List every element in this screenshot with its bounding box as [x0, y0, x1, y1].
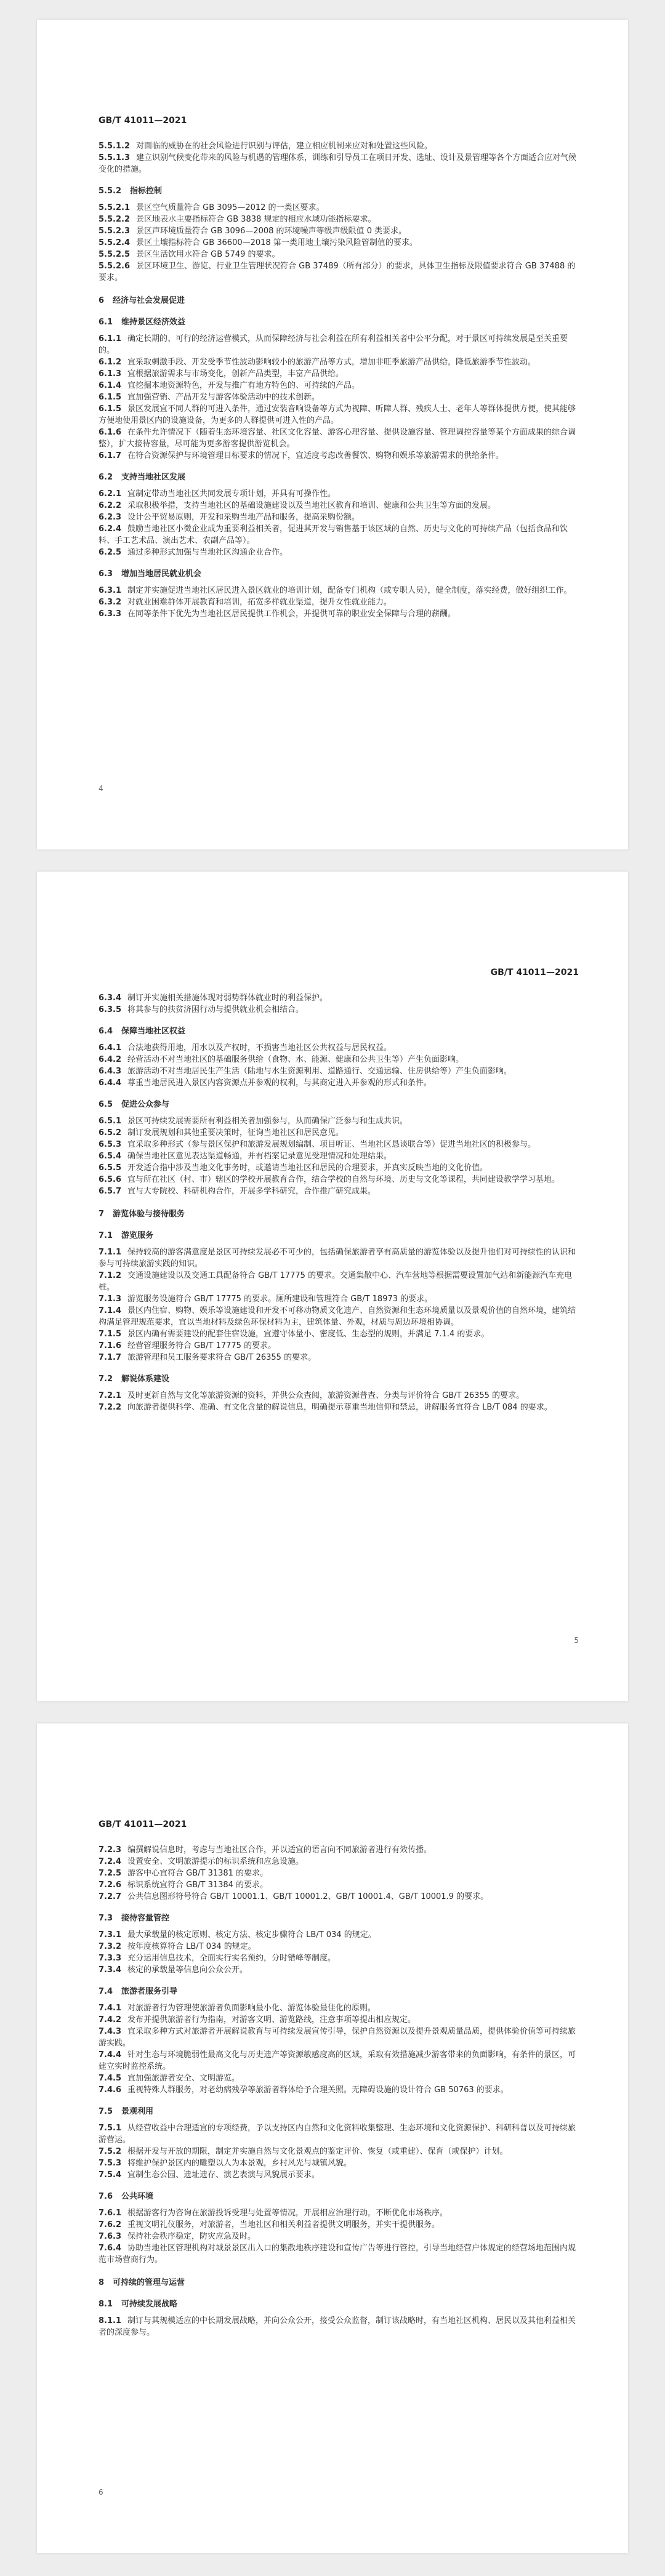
clause-number: 6.2.2 — [99, 501, 122, 510]
clause-text: 向旅游者提供科学、准确、有文化含量的解说信息，明确提示尊重当地信仰和禁忌，讲解服务宜符合 LB/T 084 的要求。 — [127, 1403, 552, 1412]
chapter-heading — [99, 2277, 579, 2289]
clause-number: 7.3.3 — [99, 1954, 122, 1963]
clause-text: 游览服务设施符合 GB/T 17775 的要求。厕所建设和管理符合 GB/T 18973 的要求。 — [127, 1294, 433, 1304]
clause-text: 景区土壤指标符合 GB 36600—2018 第一类用地土壤污染风险管制值的要求。 — [136, 238, 417, 247]
clause-paragraph — [99, 152, 579, 175]
clause-text: 景区声环境质量符合 GB 3096—2008 的环境噪声等级声级限值 0 类要求。 — [136, 227, 407, 236]
clause-text: 在同等条件下优先为当地社区居民提供工作机会，并提供可靠的职业安全保障与合理的薪酬。 — [127, 609, 456, 619]
clause-paragraph — [99, 1402, 579, 1413]
clause-paragraph — [99, 1879, 579, 1891]
section-heading — [99, 471, 579, 483]
clause-paragraph — [99, 2315, 579, 2338]
clause-number: 6.3.4 — [99, 993, 122, 1003]
clause-paragraph — [99, 333, 579, 356]
document-page-2 — [37, 872, 628, 1701]
page-header: GB/T 41011—2021 — [99, 1820, 187, 1829]
clause-paragraph — [99, 1952, 579, 1964]
clause-text: 宜与大专院校、科研机构合作，开展多学科研究，合作推广研究成果。 — [127, 1187, 376, 1196]
clause-text: 交通设施建设以及交通工具配备符合 GB/T 17775 的要求。交通集散中心、汽车营地等根据需要设置加气站和新能源汽车充电桩。 — [99, 1271, 573, 1292]
document-page-3 — [37, 1723, 628, 2553]
clause-number: 7.1 — [99, 1231, 113, 1240]
clause-paragraph — [99, 2231, 579, 2242]
clause-paragraph — [99, 380, 579, 391]
clause-paragraph — [99, 1246, 579, 1270]
clause-number: 6.1.6 — [99, 428, 122, 437]
clause-number: 6.2 — [99, 473, 113, 482]
clause-paragraph — [99, 1115, 579, 1127]
clause-number: 7.2.5 — [99, 1869, 122, 1878]
clause-number: 5.5.2.1 — [99, 203, 130, 212]
clause-text: 景区环境卫生、游览、行业卫生管理状况符合 GB 37489（所有部分）的要求，具体卫生指标及限值要求符合 GB 37488 的要求。 — [99, 262, 576, 283]
clause-text: 重视特殊人群服务，对老幼病残孕等旅游者群体给予合理关照。无障碍设施的设计符合 GB 50763 的要求。 — [127, 2085, 509, 2095]
clause-number: 7.1.3 — [99, 1294, 122, 1304]
clause-number: 7.1.2 — [99, 1271, 122, 1280]
page-number: 5 — [574, 1636, 579, 1645]
clause-number: 6.2.3 — [99, 513, 122, 522]
clause-text: 从经营收益中合理适宜的专项经费，予以支持区内自然和文化资料收集整理、生态环境和文化资源保护、科研科普以及可持续旅游营运。 — [99, 2124, 576, 2145]
clause-paragraph — [99, 1844, 579, 1856]
clause-paragraph — [99, 1868, 579, 1879]
clause-number: 7.3.4 — [99, 1965, 122, 1975]
clause-text: 景区内确有需要建设的配套住宿设施，宜遵守体量小、密度低、生态型的规则，并满足 7.1.4 的要求。 — [127, 1330, 490, 1339]
clause-text: 维持景区经济效益 — [121, 318, 186, 327]
clause-text: 宜采取刺激手段、开发受季节性波动影响较小的旅游产品等方式，增加非旺季旅游产品供给，降低旅游季节性波动。 — [127, 358, 536, 367]
clause-number: 8.1.1 — [99, 2316, 122, 2325]
clause-number: 7.2.7 — [99, 1892, 122, 1901]
clause-number: 6.3.5 — [99, 1005, 122, 1014]
clause-paragraph — [99, 450, 579, 462]
clause-number: 6.3 — [99, 569, 113, 579]
clause-number: 6.4 — [99, 1027, 113, 1036]
clause-number: 7.1.4 — [99, 1306, 122, 1315]
page-number: 6 — [99, 2488, 103, 2497]
clause-text: 制定并实施促进当地社区居民进入景区就业的培训计划，配备专门机构（或专职人员），健全制度，落实经费，做好组织工作。 — [127, 586, 572, 595]
clause-text: 根据开发与开放的期限，制定并实施自然与文化景观点的鉴定评价、恢复（或重建）、保育（或保护）计划。 — [127, 2147, 508, 2156]
section-heading — [99, 316, 579, 328]
clause-number: 6.5.5 — [99, 1163, 122, 1173]
clause-text: 协助当地社区管理机构对城景景区出入口的集散地秩序建设和宣传广告等进行管控，引导当地经营户体规定的经营场地范围内规范市场营商行为。 — [99, 2244, 576, 2265]
clause-text: 将其参与的扶贫济困行动与提供就业机会相结合。 — [127, 1005, 304, 1014]
clause-number: 7.6 — [99, 2192, 113, 2201]
section-heading — [99, 1099, 579, 1110]
clause-number: 7.5.3 — [99, 2159, 122, 2168]
clause-text: 对旅游者行为管理使旅游者负面影响最小化、游览体验最佳化的原则。 — [127, 2004, 376, 2013]
clause-paragraph — [99, 403, 579, 427]
clause-paragraph — [99, 1054, 579, 1065]
clause-number: 5.5.2.3 — [99, 227, 130, 236]
clause-number: 6.1.4 — [99, 381, 122, 390]
clause-number: 7.4.2 — [99, 2015, 122, 2024]
chapter-heading — [99, 1208, 579, 1220]
clause-number: 7.1.1 — [99, 1248, 122, 1257]
clause-number: 7.4.4 — [99, 2050, 122, 2060]
clause-text: 景观利用 — [121, 2107, 154, 2116]
clause-text: 宜制生态公园、遗址遗存、演艺表演与风貌展示要求。 — [127, 2170, 320, 2180]
clause-text: 游览体验与接待服务 — [113, 1210, 185, 1219]
clause-number: 6.4.1 — [99, 1043, 122, 1053]
clause-paragraph — [99, 1856, 579, 1868]
clause-number: 6.1 — [99, 318, 113, 327]
clause-number: 5.5.2 — [99, 187, 122, 196]
clause-paragraph — [99, 2002, 579, 2014]
clause-text: 核定的承载量等信息向公众公开。 — [127, 1965, 248, 1975]
clause-number: 7.2 — [99, 1374, 113, 1384]
clause-text: 采取积极举措，支持当地社区的基础设施建设以及当地社区教育和培训、健康和公共卫生等方面的发展。 — [127, 501, 496, 510]
clause-paragraph — [99, 237, 579, 249]
clause-paragraph — [99, 249, 579, 260]
clause-paragraph — [99, 1162, 579, 1174]
clause-paragraph — [99, 1305, 579, 1328]
clause-text: 对就业困难群体开展教育和培训，拓宽多样就业渠道，提升女性就业能力。 — [127, 598, 392, 607]
clause-number: 6.4.2 — [99, 1055, 122, 1064]
clause-text: 确定长期的、可行的经济运营模式，从而保障经济与社会利益在所有利益相关者中公平分配，对于景区可持续发展是至关重要的。 — [99, 334, 568, 355]
clause-paragraph — [99, 1139, 579, 1150]
clause-paragraph — [99, 1150, 579, 1162]
clause-text: 增加当地居民就业机会 — [121, 569, 202, 579]
clause-number: 6.1.1 — [99, 334, 122, 343]
clause-paragraph — [99, 214, 579, 225]
clause-text: 及时更新自然与文化等旅游资源的资料，并供公众查阅，旅游资源普查、分类与评价符合 GB/T 26355 的要求。 — [127, 1391, 525, 1400]
clause-number: 8.1 — [99, 2300, 113, 2309]
clause-number: 7.6.1 — [99, 2209, 122, 2218]
clause-text: 制订发展规划和其他重要决策时，征询当地社区和居民意见。 — [127, 1128, 344, 1138]
clause-paragraph — [99, 2169, 579, 2181]
clause-paragraph — [99, 596, 579, 608]
clause-number: 6.3.3 — [99, 609, 122, 619]
clause-text: 经营管理服务符合 GB/T 17775 的要求。 — [127, 1341, 276, 1350]
clause-number: 5.5.1.2 — [99, 142, 130, 151]
clause-number: 7.4.6 — [99, 2085, 122, 2095]
clause-text: 旅游者服务引导 — [121, 1987, 178, 1996]
clause-paragraph — [99, 1390, 579, 1402]
clause-text: 标识系统宜符合 GB/T 31384 的要求。 — [127, 1880, 268, 1890]
clause-paragraph — [99, 1186, 579, 1197]
clause-paragraph — [99, 1891, 579, 1903]
clause-text: 宜与所在社区（村、市）辖区的学校开展教育合作，结合学校的自然与环境、历史与文化等课程，共同建设教学学习基地。 — [127, 1175, 560, 1184]
clause-text: 游客中心宜符合 GB/T 31381 的要求。 — [127, 1869, 268, 1878]
clause-text: 编撰解说信息时，考虑与当地社区合作，并以适宜的语言向不同旅游者进行有效传播。 — [127, 1845, 432, 1855]
clause-text: 旅游管理和员工服务要求符合 GB/T 26355 的要求。 — [127, 1353, 316, 1362]
clause-paragraph — [99, 547, 579, 558]
chapter-heading — [99, 295, 579, 307]
clause-text: 在条件允许情况下（随着生态环境容量、社区文化容量、游客心理容量、提供设施容量、管理调控容量等某个方面成果的综合调整），扩大接待容量，尽可能为更多游客提供游览机会。 — [99, 428, 576, 449]
clause-text: 重视文明礼仪服务，对旅游者，当地社区和相关利益者提供文明服务，并实干提供服务。 — [127, 2220, 440, 2229]
clause-number: 7.4.1 — [99, 2004, 122, 2013]
clause-paragraph — [99, 1270, 579, 1293]
clause-paragraph — [99, 1941, 579, 1952]
clause-text: 最大承载量的核定原则、核定方法、核定步骤符合 LB/T 034 的规定。 — [127, 1930, 376, 1940]
clause-number: 8 — [99, 2278, 105, 2287]
clause-number: 5.5.2.6 — [99, 262, 130, 271]
clause-text: 充分运用信息技术，全面实行实名预约，分时错峰等制度。 — [127, 1954, 336, 1963]
clause-number: 7.5.1 — [99, 2124, 122, 2133]
clause-number: 7.3.2 — [99, 1942, 122, 1951]
section-heading — [99, 2298, 579, 2310]
clause-number: 7.1.7 — [99, 1353, 122, 1362]
clause-number: 6.5.1 — [99, 1117, 122, 1126]
clause-number: 6.1.7 — [99, 451, 122, 460]
clause-paragraph — [99, 1352, 579, 1363]
clause-number: 6 — [99, 296, 105, 305]
clause-text: 促进公众参与 — [121, 1100, 170, 1109]
clause-text: 宜制定带动当地社区共同发展专项计划，并具有可操作性。 — [127, 489, 336, 499]
clause-paragraph — [99, 1004, 579, 1016]
clause-paragraph — [99, 2157, 579, 2169]
clause-text: 公共信息图形符号符合 GB/T 10001.1、GB/T 10001.2、GB/T 10001.4、GB/T 10001.9 的要求。 — [127, 1892, 489, 1901]
clause-paragraph — [99, 2242, 579, 2266]
clause-paragraph — [99, 2049, 579, 2072]
clause-text: 设置安全、文明旅游提示的标识系统和应急设施。 — [127, 1857, 304, 1866]
clause-number: 6.2.1 — [99, 489, 122, 499]
clause-paragraph — [99, 368, 579, 380]
clause-number: 6.5.2 — [99, 1128, 122, 1138]
clause-paragraph — [99, 1174, 579, 1186]
clause-text: 指标控制 — [130, 187, 163, 196]
clause-number: 6.1.3 — [99, 369, 122, 379]
clause-text: 建立识别气候变化带来的风险与机遇的管理体系，训练和引导员工在项目开发、选址、设计及景管理等各个方面适合应对气候变化的措施。 — [99, 153, 577, 174]
clause-number: 7.2.2 — [99, 1403, 122, 1412]
clause-number: 5.5.2.2 — [99, 215, 130, 224]
clause-number: 7.4.5 — [99, 2074, 122, 2083]
clause-number: 7.4 — [99, 1987, 113, 1996]
clause-text: 合法地获得用地，用水以及产权时，不损害当地社区公共权益与居民权益。 — [127, 1043, 392, 1053]
clause-paragraph — [99, 2207, 579, 2219]
clause-text: 宜采取多种形式（参与景区保护和旅游发展规划编制、项目听证、当地社区恳谈联合等）促进当地社区的积极参与。 — [127, 1140, 536, 1149]
clause-text: 按年度核算符合 LB/T 034 的规定。 — [127, 1942, 256, 1951]
clause-number: 6.5.6 — [99, 1175, 122, 1184]
clause-text: 景区可持续发展需要所有利益相关者加强参与，从而确保广泛参与和生成共识。 — [127, 1117, 408, 1126]
clause-text: 开发适合指中涉及当地文化事务时，或邀请当地社区和居民的合理要求，并真实反映当地的文化价值。 — [127, 1163, 488, 1173]
clause-number: 6.3.1 — [99, 586, 122, 595]
clause-text: 经济与社会发展促进 — [113, 296, 185, 305]
document-page-1 — [37, 20, 628, 849]
clause-text: 景区内住宿、购物、娱乐等设施建设和开发不可移动物质文化遗产、自然资源和生态环境质量以及景观价值的自然环境，建筑结构满足管理规范要求，宜以当地材料及绿色环保材料为主，建筑体量、外观，材质与周边环境相协调。 — [99, 1306, 576, 1327]
clause-paragraph — [99, 2219, 579, 2231]
clause-number: 6.1.5 — [99, 393, 122, 402]
clause-paragraph — [99, 500, 579, 512]
section-heading — [99, 1986, 579, 1997]
clause-paragraph — [99, 1293, 579, 1305]
page-body — [99, 140, 579, 620]
clause-paragraph — [99, 2122, 579, 2146]
clause-text: 景区地表水主要指标符合 GB 3838 规定的相应水域功能指标要求。 — [136, 215, 376, 224]
clause-number: 6.2.4 — [99, 524, 122, 534]
clause-paragraph — [99, 140, 579, 152]
clause-number: 6.3.2 — [99, 598, 122, 607]
clause-text: 针对生态与环境脆弱性最高文化与历史遗产等资源敏感度高的区域，采取有效措施减少游客带来的负面影响，有条件的景区，可建立实时监控系统。 — [99, 2050, 576, 2071]
clause-number: 7 — [99, 1210, 105, 1219]
clause-text: 游览服务 — [121, 1231, 154, 1240]
clause-paragraph — [99, 356, 579, 368]
clause-number: 6.5.7 — [99, 1187, 122, 1196]
page-body — [99, 992, 579, 1413]
clause-text: 保持社会秩序稳定，防灾应急及时。 — [127, 2232, 256, 2241]
clause-text: 宜挖掘本地资源特色，开发与推广有地方特色的、可持续的产品。 — [127, 381, 360, 390]
clause-number: 7.6.3 — [99, 2232, 122, 2241]
clause-paragraph — [99, 2026, 579, 2049]
clause-number: 7.5.4 — [99, 2170, 122, 2180]
clause-text: 可持续的管理与运营 — [113, 2278, 185, 2287]
clause-number: 6.4.3 — [99, 1067, 122, 1076]
clause-number: 6.4.4 — [99, 1078, 122, 1088]
clause-text: 解说体系建设 — [121, 1374, 170, 1384]
clause-paragraph — [99, 992, 579, 1004]
section-heading — [99, 2106, 579, 2117]
clause-text: 确保当地社区意见表达渠道畅通，并有档案记录意见受理情况和处理结果。 — [127, 1152, 392, 1161]
clause-text: 支持当地社区发展 — [121, 473, 186, 482]
clause-number: 7.1.6 — [99, 1341, 122, 1350]
clause-paragraph — [99, 1042, 579, 1054]
clause-text: 鼓励当地社区小微企业成为重要利益相关者，促进其开发与销售基于该区域的自然、历史与文化的可持续产品（包括食品和饮料、手工艺术品、演出艺术、农副产品等）。 — [99, 524, 568, 545]
clause-text: 对面临的威胁在的社会风险进行识别与评估，建立相应机制来应对和处置这些风险。 — [136, 142, 433, 151]
clause-text: 旅游活动不对当地居民生产生活（陆地与水生资源利用、道路通行、交通运输、住房供给等）产生负面影响。 — [127, 1067, 512, 1076]
section-heading — [99, 1912, 579, 1924]
clause-paragraph — [99, 1340, 579, 1352]
clause-number: 5.5.2.5 — [99, 250, 130, 259]
clause-number: 5.5.1.3 — [99, 153, 130, 163]
clause-number: 7.6.4 — [99, 2244, 122, 2253]
clause-paragraph — [99, 427, 579, 450]
clause-text: 宜加强营销、产品开发与游客体验活动中的技术创新。 — [127, 393, 320, 402]
page-header: GB/T 41011—2021 — [99, 116, 187, 126]
clause-number: 7.2.4 — [99, 1857, 122, 1866]
clause-paragraph — [99, 488, 579, 500]
clause-paragraph — [99, 202, 579, 214]
clause-number: 6.5 — [99, 1100, 113, 1109]
clause-text: 保障当地社区权益 — [121, 1027, 186, 1036]
clause-text: 宜采取多种方式对旅游者开展解说教育与可持续发展宣传引导，保护自然资源以及提升景观质量品质，提供体验价值等可持续旅游实践。 — [99, 2027, 576, 2048]
clause-text: 景区发展宜不同人群的可进入条件，通过安装音响设备等方式为视障、听障人群、残疾人士、老年人等群体提供方便，使其能够方便地使用景区内的设施设备，为更多的人群提供可进入性的产品。 — [99, 404, 576, 425]
section-heading — [99, 2191, 579, 2202]
page-header: GB/T 41011—2021 — [490, 968, 579, 977]
section-heading — [99, 1230, 579, 1242]
clause-paragraph — [99, 1328, 579, 1340]
clause-number: 7.3 — [99, 1914, 113, 1923]
page-number: 4 — [99, 784, 103, 793]
clause-paragraph — [99, 1077, 579, 1089]
clause-text: 保持较高的游客满意度是景区可持续发展必不可少的，包括确保旅游者享有高质量的游览体验以及提升他们对可持续性的认识和参与可持续旅游实践的知识。 — [99, 1248, 576, 1269]
clause-text: 通过多种形式加强与当地社区沟通企业合作。 — [127, 548, 288, 557]
clause-paragraph — [99, 2084, 579, 2096]
clause-paragraph — [99, 1065, 579, 1077]
clause-paragraph — [99, 260, 579, 284]
clause-number: 7.1.5 — [99, 1330, 122, 1339]
clause-number: 7.5.2 — [99, 2147, 122, 2156]
clause-text: 根据游客行为咨询在旅游投诉受理与处置等情况，开展相应治理行动，不断优化市场秩序。 — [127, 2209, 448, 2218]
clause-paragraph — [99, 585, 579, 596]
clause-text: 可持续发展战略 — [121, 2300, 178, 2309]
clause-number: 7.2.1 — [99, 1391, 122, 1400]
clause-text: 宜根据旅游需求与市场变化，创新产品类型，丰富产品供给。 — [127, 369, 344, 379]
clause-paragraph — [99, 2072, 579, 2084]
clause-text: 景区空气质量符合 GB 3095—2012 的一类区要求。 — [136, 203, 324, 212]
clause-number: 7.2.6 — [99, 1880, 122, 1890]
clause-text: 设计公平贸易原则，开发和采购当地产品和服务，提高采购份额。 — [127, 513, 360, 522]
clause-text: 制订与其规模适应的中长期发展战略，并向公众公开，接受公众监督，制订该战略时，有当地社区机构、居民以及其他利益相关者的深度参与。 — [99, 2316, 576, 2337]
clause-text: 发布并提供旅游者行为指南，对游客文明、游览路线，注意事项等提出相应规定。 — [127, 2015, 416, 2024]
clause-paragraph — [99, 1964, 579, 1976]
clause-text: 将维护保护景区内的雕塑以人为本景观，乡村风光与城镇风貌。 — [127, 2159, 352, 2168]
clause-number: 7.2.3 — [99, 1845, 122, 1855]
section-heading — [99, 1373, 579, 1385]
section-heading — [99, 185, 579, 197]
clause-text: 接待容量管控 — [121, 1914, 170, 1923]
clause-number: 6.1.5 — [99, 404, 122, 414]
clause-paragraph — [99, 523, 579, 547]
clause-number: 6.5.3 — [99, 1140, 122, 1149]
clause-paragraph — [99, 1127, 579, 1139]
page-body — [99, 1844, 579, 2338]
section-heading — [99, 1025, 579, 1037]
clause-number: 7.3.1 — [99, 1930, 122, 1940]
clause-number: 7.6.2 — [99, 2220, 122, 2229]
clause-paragraph — [99, 2146, 579, 2157]
clause-text: 经营活动不对当地社区的基础服务供给（食物、水、能源、健康和公共卫生等）产生负面影响。 — [127, 1055, 464, 1064]
clause-text: 宜加强旅游者安全、文明游览。 — [127, 2074, 240, 2083]
clause-paragraph — [99, 512, 579, 523]
clause-paragraph — [99, 2014, 579, 2026]
clause-number: 7.4.3 — [99, 2027, 122, 2036]
clause-number: 6.1.2 — [99, 358, 122, 367]
clause-number: 6.5.4 — [99, 1152, 122, 1161]
clause-text: 公共环境 — [121, 2192, 154, 2201]
clause-text: 尊重当地居民进入景区内容资源点并参观的权利，与其商定进入并参观的形式和条件。 — [127, 1078, 432, 1088]
clause-paragraph — [99, 391, 579, 403]
clause-number: 6.2.5 — [99, 548, 122, 557]
clause-text: 制订并实施相关措施体现对弱势群体就业时的利益保护。 — [127, 993, 328, 1003]
clause-number: 7.5 — [99, 2107, 113, 2116]
clause-text: 景区生活饮用水符合 GB 5749 的要求。 — [136, 250, 280, 259]
clause-number: 5.5.2.4 — [99, 238, 130, 247]
clause-text: 在符合资源保护与环境管理目标要求的情况下，宜适度考虑改善餐饮、购物和娱乐等旅游需求的供给条件。 — [127, 451, 504, 460]
clause-paragraph — [99, 608, 579, 620]
clause-paragraph — [99, 1929, 579, 1941]
clause-paragraph — [99, 225, 579, 237]
section-heading — [99, 568, 579, 580]
